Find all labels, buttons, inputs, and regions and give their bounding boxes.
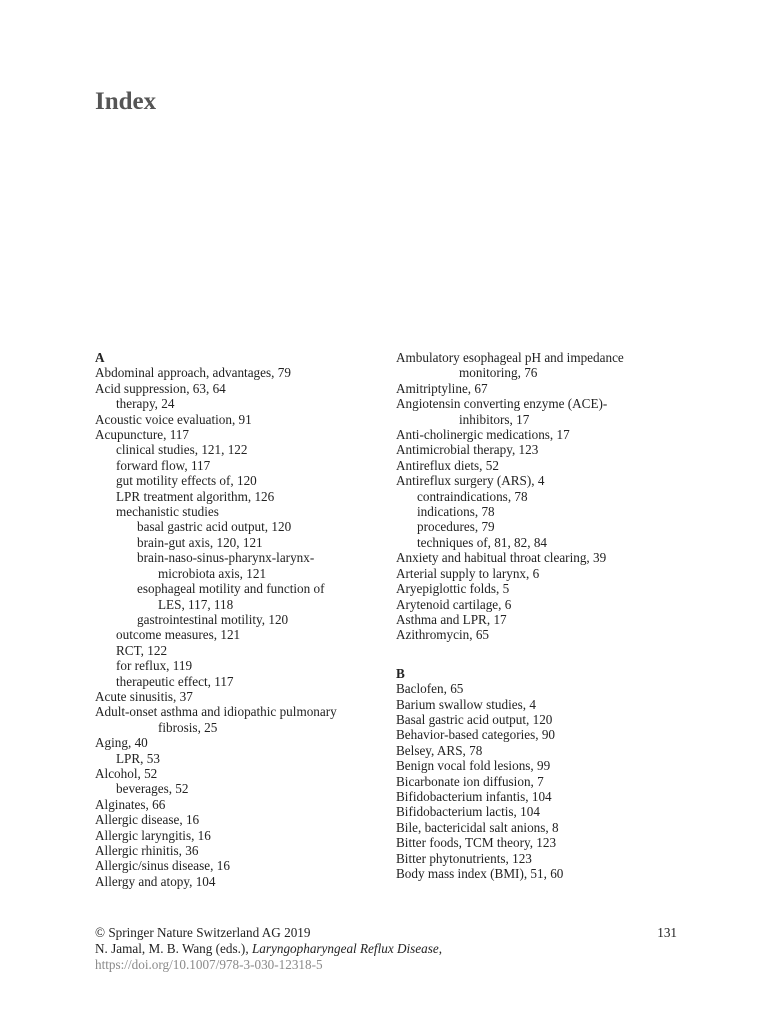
index-subentry: esophageal motility and function of	[137, 581, 325, 597]
index-entry: Antireflux surgery (ARS), 4	[396, 473, 545, 489]
index-subentry: clinical studies, 121, 122	[116, 442, 248, 458]
index-entry: Antimicrobial therapy, 123	[396, 442, 539, 458]
index-entry: Allergic rhinitis, 36	[95, 843, 199, 858]
page-title: Index	[95, 88, 157, 115]
index-entry: Acupuncture, 117	[95, 427, 189, 443]
index-entry: Benign vocal fold lesions, 99	[396, 758, 551, 774]
index-entry: Acute sinusitis, 37	[95, 688, 193, 704]
section-letter: A	[95, 350, 105, 365]
index-subentry: gastrointestinal motility, 120	[137, 611, 289, 627]
index-subentry: for reflux, 119	[116, 658, 193, 674]
index-column-left	[95, 350, 385, 889]
citation-line	[95, 941, 677, 957]
index-subentry: microbiota axis, 121	[158, 565, 267, 581]
index-subentry: basal gastric acid output, 120	[137, 519, 292, 535]
index-entry: Angiotensin converting enzyme (ACE)-	[396, 396, 608, 412]
index-entry: Baclofen, 65	[396, 681, 464, 697]
index-subentry: monitoring, 76	[459, 365, 538, 381]
index-entry: Azithromycin, 65	[396, 627, 490, 643]
index-entry: Adult-onset asthma and idiopathic pulmonary	[95, 704, 337, 720]
index-entry: Anti-cholinergic medications, 17	[396, 427, 570, 443]
index-subentry: LPR, 53	[116, 750, 160, 766]
index-entry: Amitriptyline, 67	[396, 380, 488, 396]
index-subentry: RCT, 122	[116, 642, 168, 658]
index-entry: Ambulatory esophageal pH and impedance	[396, 350, 624, 365]
index-subentry: forward flow, 117	[116, 457, 211, 473]
copyright-line: © Springer Nature Switzerland AG 2019	[95, 925, 311, 940]
index-entry: Antireflux diets, 52	[396, 457, 499, 473]
index-entry: Bifidobacterium infantis, 104	[396, 788, 552, 804]
index-entry: Allergic laryngitis, 16	[95, 827, 211, 843]
doi-link[interactable]: https://doi.org/10.1007/978-3-030-12318-5	[95, 957, 323, 972]
index-subentry: therapeutic effect, 117	[116, 673, 234, 689]
index-column-right	[396, 350, 696, 881]
index-subentry: contraindications, 78	[417, 488, 528, 504]
index-subentry: inhibitors, 17	[459, 411, 530, 427]
book-title: Laryngopharyngeal Reflux Disease	[251, 941, 439, 956]
index-entry: Acid suppression, 63, 64	[95, 380, 226, 396]
index-entry: Abdominal approach, advantages, 79	[95, 365, 291, 381]
index-subentry: procedures, 79	[417, 519, 495, 535]
index-entry: Arterial supply to larynx, 6	[396, 565, 540, 581]
index-subentry: therapy, 24	[116, 396, 175, 412]
editors: N. Jamal, M. B. Wang (eds.),	[95, 941, 252, 956]
section-gap	[396, 643, 696, 666]
index-subentry: gut motility effects of, 120	[116, 473, 257, 489]
index-entry: Bitter phytonutrients, 123	[396, 850, 532, 866]
index-entry: Barium swallow studies, 4	[396, 696, 536, 712]
index-entry: Behavior-based categories, 90	[396, 727, 556, 743]
page-number: 131	[657, 925, 677, 940]
index-subentry: indications, 78	[417, 504, 495, 520]
index-subentry: beverages, 52	[116, 781, 189, 797]
index-entry: Allergy and atopy, 104	[95, 873, 216, 889]
index-subentry: LES, 117, 118	[158, 596, 234, 612]
index-entry: Bifidobacterium lactis, 104	[396, 804, 540, 820]
index-entry: Bile, bactericidal salt anions, 8	[396, 819, 559, 835]
index-entry: Allergic disease, 16	[95, 812, 200, 828]
section-letter: B	[396, 665, 405, 681]
index-subentry: outcome measures, 121	[116, 627, 241, 643]
index-subentry: brain-naso-sinus-pharynx-larynx-	[137, 550, 315, 566]
index-subentry: techniques of, 81, 82, 84	[417, 534, 548, 550]
book-suffix: ,	[438, 941, 443, 956]
index-entry: Alginates, 66	[95, 796, 166, 812]
index-entry: Alcohol, 52	[95, 765, 158, 781]
index-subentry: fibrosis, 25	[158, 719, 218, 735]
index-entry: Body mass index (BMI), 51, 60	[396, 866, 564, 881]
index-subentry: brain-gut axis, 120, 121	[137, 534, 263, 550]
index-entry: Basal gastric acid output, 120	[396, 711, 553, 727]
index-entry: Arytenoid cartilage, 6	[396, 596, 512, 612]
index-subentry: mechanistic studies	[116, 504, 219, 520]
index-entry: Belsey, ARS, 78	[396, 742, 483, 758]
index-entry: Acoustic voice evaluation, 91	[95, 411, 252, 427]
index-entry: Aging, 40	[95, 735, 148, 751]
index-subentry: LPR treatment algorithm, 126	[116, 488, 275, 504]
index-entry: Anxiety and habitual throat clearing, 39	[396, 550, 607, 566]
index-entry: Bicarbonate ion diffusion, 7	[396, 773, 544, 789]
index-entry: Asthma and LPR, 17	[396, 611, 507, 627]
index-entry: Aryepiglottic folds, 5	[396, 581, 510, 597]
page-footer	[95, 925, 677, 973]
index-entry: Bitter foods, TCM theory, 123	[396, 835, 557, 851]
index-entry: Allergic/sinus disease, 16	[95, 858, 230, 874]
